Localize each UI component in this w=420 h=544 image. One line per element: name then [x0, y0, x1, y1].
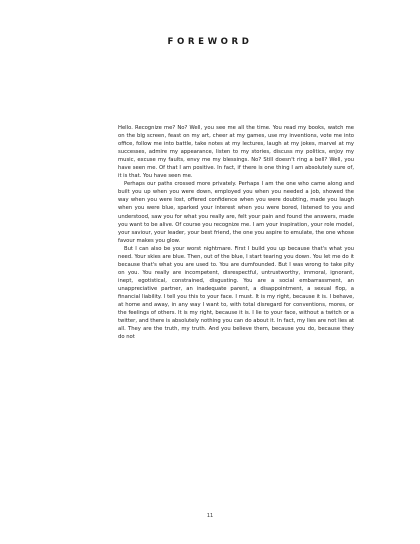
paragraph-3: But I can also be your worst nightmare. First I build you up because that's what you need. Your skies are blue. Then, out of the blue, I start tearing you down. You let me do it because that's what you are used to. You are dumfounded. But I was wrong to take pity on you. You really are incompetent, disrespectful, untrustworthy, immoral, ignorant, inept, egotistical, constrained, disgusting. You are a social embarrassment, an unappreciative partner, an inadequate parent, a disappointment, a sexual flop, a financial liability. I tell you this to your face. I must. It is my right, because it is. I behave, at home and away, in any way I want to, with total disregard for conventions, mores, or the feelings of others. It is my right, because it is. I lie to your face, without a twitch or a twitter, and there is absolutely nothing you can do about it. In fact, my lies are not lies at all. They are the truth, my truth. And you believe them, because you do, because they do not	[118, 245, 354, 341]
page-number: 11	[206, 513, 214, 519]
foreword-body	[118, 124, 354, 341]
paragraph-1: Hello. Recognize me? No? Well, you see me all the time. You read my books, watch me on the big screen, feast on my art, cheer at my games, use my inventions, vote me into office, follow me into battle, take notes at my lectures, laugh at my jokes, marvel at my successes, admire my appearance, listen to my stories, discuss my politics, enjoy my music, excuse my faults, envy me my blessings. No? Still doesn't ring a bell? Well, you have seen me. Of that I am positive. In fact, if there is one thing I am absolutely sure of, it is that. You have seen me.	[118, 125, 354, 180]
paragraph-2: Perhaps our paths crossed more privately. Perhaps I am the one who came along and built you up when you were down, employed you when you needed a job, showed the way when you were lost, offered confidence when you were doubting, made you laugh when you were blue, sparked your interest when you were bored, listened to you and understood, saw you for what you really are, felt your pain and found the answers, made you want to be alive. Of course you recognize me. I am your inspiration, your role model, your saviour, your leader, your best friend, the one you aspire to emulate, the one whose favour makes you glow.	[118, 181, 354, 244]
chapter-heading: FOREWORD	[167, 37, 253, 47]
